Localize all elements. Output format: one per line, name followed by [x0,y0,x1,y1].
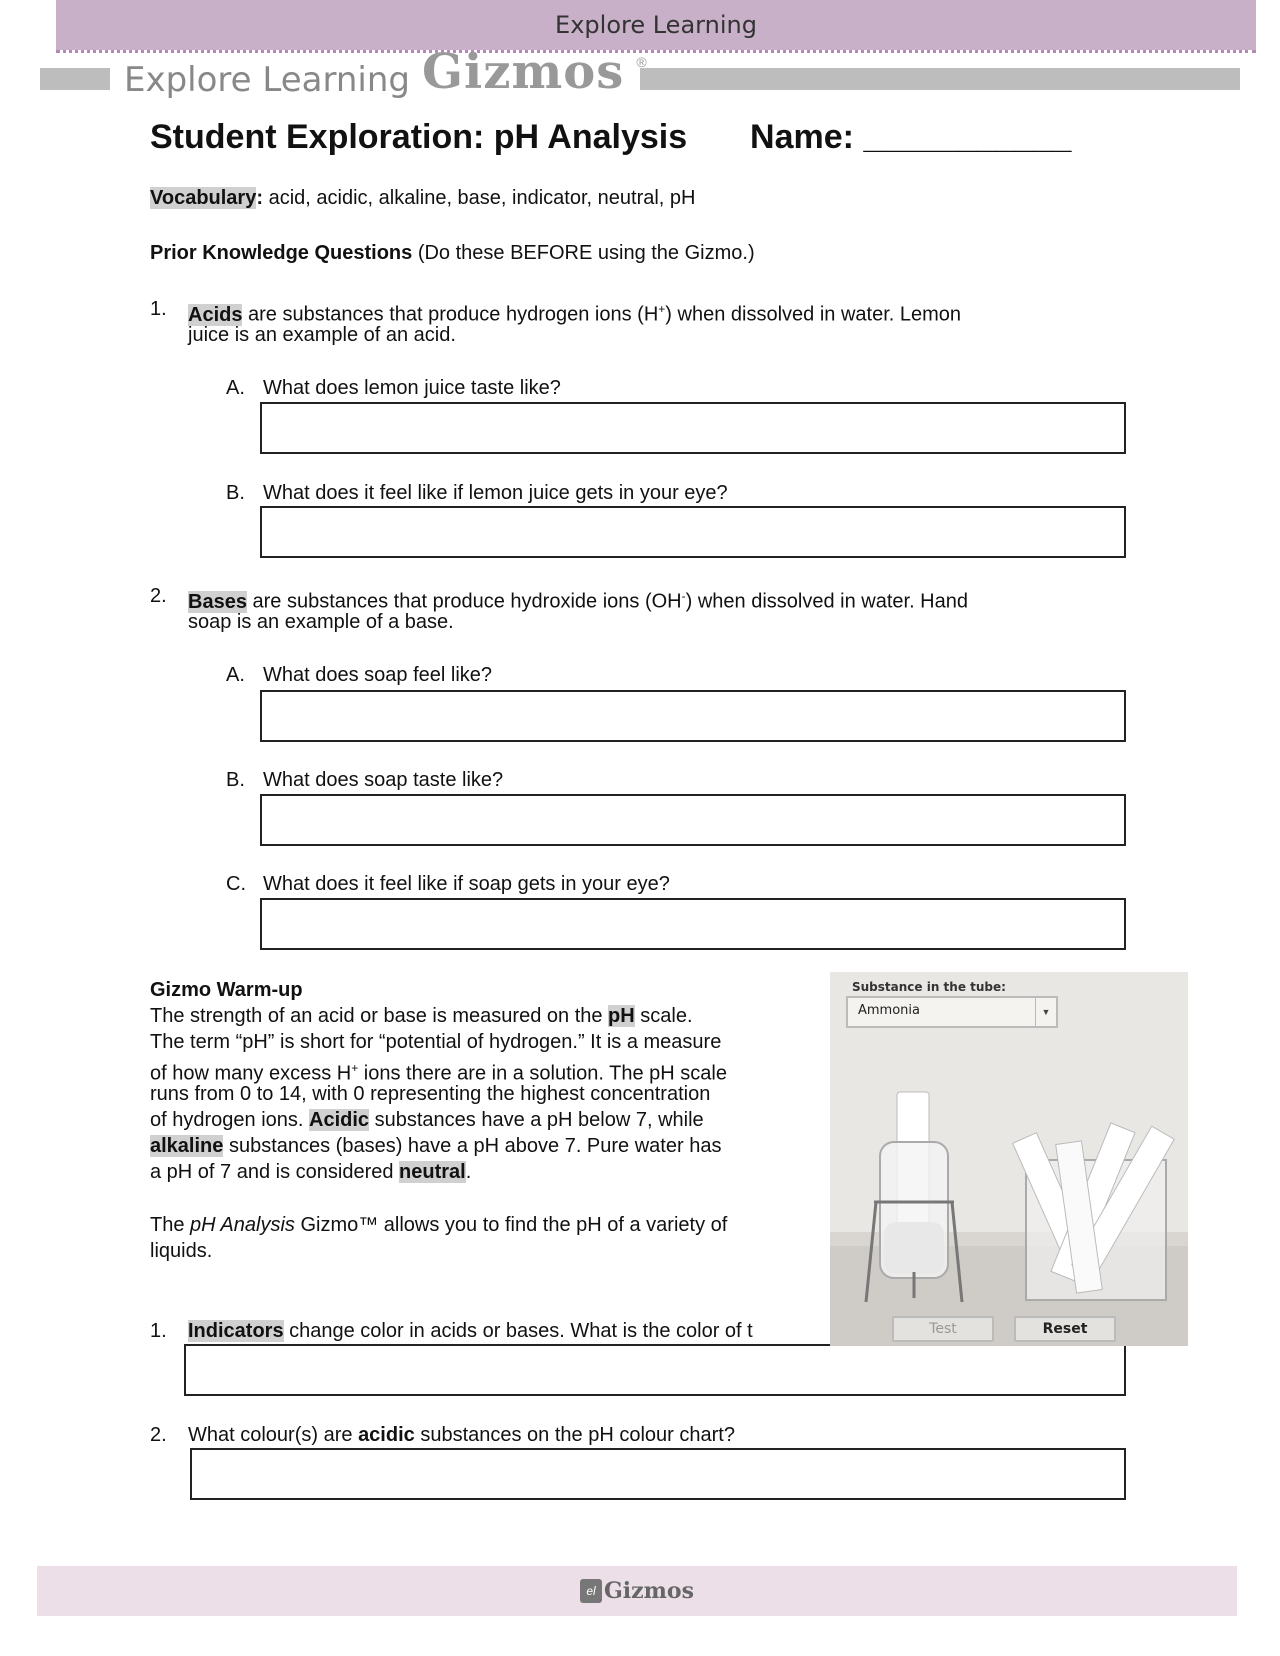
question-2-line2: soap is an example of a base. [188,611,454,633]
warmup-line-5 [150,1107,704,1134]
q1b-text: What does it feel like if lemon juice gets in your eye? [263,482,728,504]
q1-text-a: are substances that produce hydrogen ions (H [242,303,659,326]
prior-knowledge-heading [150,240,755,267]
term-neutral: neutral [399,1161,466,1183]
term-acids: Acids [188,303,243,326]
q2a-text: What does soap feel like? [263,664,493,686]
footer-logo: Gizmos [604,1578,694,1604]
warmup-para2-line2: liquids. [150,1240,213,1262]
warmup-l3b: ions there are in a solution. The pH scale [358,1062,727,1085]
logo-explore-text: Explore Learning [124,60,410,100]
q2c-text: What does it feel like if soap gets in your eye? [263,873,670,895]
term-acidic-bold: acidic [358,1424,415,1446]
warmup-q1-rest: change color in acids or bases. What is the color of t [283,1320,753,1342]
gray-bar-right [640,68,1240,90]
warmup-heading [150,977,303,1004]
q2-sup: - [681,589,686,603]
warmup-q2-b: substances on the pH colour chart? [414,1424,735,1446]
warmup-l7a: a pH of 7 and is considered [150,1161,400,1183]
gray-bar-left [40,68,110,90]
warmup-l1b: scale. [634,1005,693,1027]
answer-box-1a[interactable] [260,402,1126,454]
warmup-line-4: runs from 0 to 14, with 0 representing the highest concentration [150,1083,711,1105]
warmup-line-6 [150,1133,721,1160]
warmup-p2a: The [150,1214,191,1236]
term-ph: pH [608,1005,635,1027]
warmup-heading-text: Gizmo Warm-up [150,979,303,1001]
warmup-q2-a: What colour(s) are [188,1424,359,1446]
q2-text-a: are substances that produce hydroxide ions (OH [246,590,682,613]
answer-box-warmup-1[interactable] [184,1344,1126,1396]
q2b-text: What does soap taste like? [263,769,504,791]
el-logo-icon: el [580,1579,602,1603]
q1b-letter: B. [226,482,245,504]
name-label: Name: [750,118,854,156]
lab-scene [830,972,1188,1346]
title-text: Student Exploration: pH Analysis [150,118,688,156]
question-2-number: 2. [150,585,167,607]
prior-note: (Do these BEFORE using the Gizmo.) [412,242,755,264]
term-bases: Bases [188,590,247,613]
chevron-down-icon[interactable]: ▼ [1035,998,1056,1026]
warmup-q2-number: 2. [150,1424,167,1446]
q2-text-b: ) when dissolved in water. Hand [685,590,968,613]
warmup-l6b: substances (bases) have a pH above 7. Pure water has [223,1135,722,1157]
page-title [150,118,1071,157]
tube-liquid [884,1222,944,1274]
vocabulary-colon: : [256,187,264,209]
q1-text-b: ) when dissolved in water. Lemon [665,303,962,326]
dotted-divider [56,50,1256,53]
substance-label: Substance in the tube: [852,980,1006,994]
warmup-l3a: of how many excess H [150,1062,352,1085]
substance-selected-value: Ammonia [858,1003,920,1018]
warmup-line-2: The term “pH” is short for “potential of hydrogen.” It is a measure [150,1031,722,1053]
question-1-line2: juice is an example of an acid. [188,324,456,346]
term-alkaline: alkaline [150,1135,224,1157]
gizmo-screenshot [830,972,1188,1346]
answer-box-2c[interactable] [260,898,1126,950]
warmup-para2-line1 [150,1212,727,1239]
question-1-number: 1. [150,298,167,320]
test-button[interactable]: Test [892,1316,994,1342]
warmup-line-1 [150,1003,693,1030]
top-banner [56,0,1256,50]
warmup-line-7 [150,1159,471,1186]
footer-bar [37,1566,1237,1616]
gizmo-name-italic: pH Analysis [190,1214,295,1236]
q2c-letter: C. [226,873,246,895]
warmup-q2-text [188,1422,735,1449]
answer-box-2a[interactable] [260,690,1126,742]
warmup-l5a: of hydrogen ions. [150,1109,309,1131]
vocabulary-terms: acid, acidic, alkaline, base, indicator, neutral, pH [263,187,696,209]
term-acidic: Acidic [309,1109,370,1131]
reset-button[interactable]: Reset [1014,1316,1116,1342]
q2a-letter: A. [226,664,245,686]
answer-box-warmup-2[interactable] [190,1448,1126,1500]
gizmos-logo [124,44,647,100]
q1a-text: What does lemon juice taste like? [263,377,561,399]
name-blank[interactable]: ___________ [863,118,1072,156]
q2b-letter: B. [226,769,245,791]
vocabulary-line [150,185,695,212]
vocabulary-label: Vocabulary [150,187,257,209]
answer-box-2b[interactable] [260,794,1126,846]
warmup-l3-sup: + [351,1061,359,1075]
brand-text: Explore Learning [555,11,757,39]
q1a-letter: A. [226,377,245,399]
warmup-l7b: . [465,1161,472,1183]
q1-sup: + [658,302,666,316]
warmup-l5b: substances have a pH below 7, while [369,1109,704,1131]
registered-mark: ® [636,54,647,70]
answer-box-1b[interactable] [260,506,1126,558]
warmup-p2b: Gizmo™ allows you to find the pH of a variety of [294,1214,728,1236]
warmup-l1a: The strength of an acid or base is measured on the [150,1005,609,1027]
term-indicators: Indicators [188,1320,284,1342]
warmup-q1-text [188,1318,753,1345]
warmup-q1-number: 1. [150,1320,167,1342]
prior-heading: Prior Knowledge Questions [150,242,413,264]
logo-gizmos-text: Gizmos [422,44,625,100]
